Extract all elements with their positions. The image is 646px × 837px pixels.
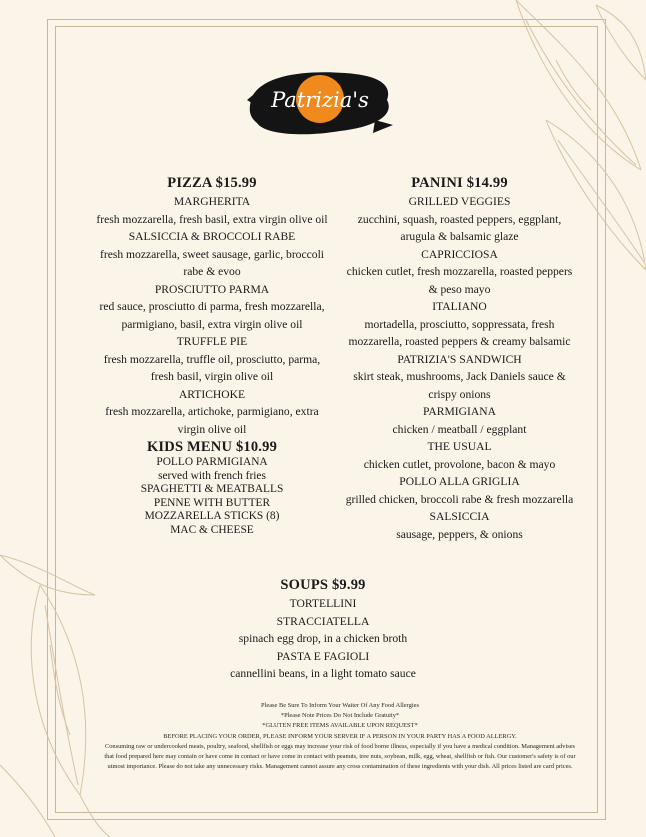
pizza-item-desc: fresh mozzarella, artichoke, parmigiano, extra virgin olive oil <box>105 405 319 436</box>
pizza-item-name: ARTICHOKE <box>178 387 246 401</box>
panini-item-name: CAPRICCIOSA <box>421 247 498 261</box>
pizza-item-name: TRUFFLE PIE <box>176 335 248 348</box>
panini-item-name: THE USUAL <box>427 440 492 453</box>
leaf-decoration-bottom-left <box>0 535 120 837</box>
panini-item-desc: zucchini, squash, roasted peppers, eggplant, arugula & balsamic glaze <box>357 212 562 243</box>
soup-item-name: STRACCIATELLA <box>276 614 370 628</box>
footer-disclaimer: Consuming raw or undercooked meats, poultry, seafood, shellfish or eggs may increase your risk of food borne illness, especially if you have a medical condition. Management advises that food prepared here may contain or have come in contact or have come in contact with peanuts, tree nuts, soybean, milk, egg, wheat, shellfish or fish. Our customer's safety is of our utmost importance. Please do not take any unnecessary risks. Management cannot assure any cross contamination of these ingredients with your dish. All prices listed are card prices. <box>104 742 576 771</box>
kids-menu-item: PENNE WITH BUTTER <box>153 496 271 509</box>
pizza-item-desc: red sauce, prosciutto di parma, fresh mozzarella, parmigiano, basil, extra virgin olive oil <box>99 300 325 331</box>
soup-item-name: TORTELLINI <box>289 597 357 610</box>
left-column <box>92 173 332 537</box>
panini-item-name: GRILLED VEGGIES <box>408 195 511 208</box>
soups-section <box>213 575 433 683</box>
panini-item-desc: chicken cutlet, provolone, bacon & mayo <box>363 457 556 471</box>
panini-item-name: ITALIANO <box>432 300 487 313</box>
panini-item-desc: sausage, peppers, & onions <box>396 527 523 541</box>
kids-menu-section <box>92 438 332 537</box>
pizza-item-desc: fresh mozzarella, truffle oil, prosciutto, parma, fresh basil, virgin olive oil <box>103 352 321 383</box>
soup-item-desc: spinach egg drop, in a chicken broth <box>238 632 408 645</box>
panini-item-name: SALSICCIA <box>429 510 490 523</box>
pizza-item-desc: fresh mozzarella, sweet sausage, garlic, broccoli rabe & evoo <box>99 247 325 278</box>
pizza-item-desc: fresh mozzarella, fresh basil, extra virgin olive oil <box>96 212 328 226</box>
panini-item-desc: grilled chicken, broccoli rabe & fresh mozzarella <box>345 492 574 506</box>
kids-menu-title: KIDS MENU $10.99 <box>146 439 278 455</box>
panini-item-desc: mortadella, prosciutto, soppressata, fresh mozzarella, roasted peppers & creamy balsamic <box>348 317 571 348</box>
pizza-title: PIZZA $15.99 <box>167 175 257 191</box>
pizza-section <box>92 173 332 438</box>
footer-allergy-note: Please Be Sure To Inform Your Waiter Of Any Food Allergies <box>261 702 419 709</box>
kids-menu-item: MOZZARELLA STICKS (8) <box>144 510 280 522</box>
panini-title: PANINI $14.99 <box>411 175 508 191</box>
panini-item-name: PATRIZIA'S SANDWICH <box>397 352 522 366</box>
soup-item-desc: cannellini beans, in a light tomato sauce <box>230 667 416 680</box>
panini-item-name: PARMIGIANA <box>422 405 496 418</box>
panini-item-name: POLLO ALLA GRIGLIA <box>399 475 520 488</box>
kids-menu-item: MAC & CHEESE <box>170 523 254 536</box>
footer-allergy-warning: BEFORE PLACING YOUR ORDER, PLEASE INFORM YOUR SERVER IF A PERSON IN YOUR PARTY HAS A FOOD ALLERGY. <box>163 732 517 740</box>
panini-section <box>342 173 577 543</box>
soup-item-name: PASTA E FAGIOLI <box>276 649 370 663</box>
pizza-item-name: SALSICCIA & BROCCOLI RABE <box>128 230 296 243</box>
footer-gluten-free-note: *GLUTEN FREE ITEMS AVAILABLE UPON REQUEST* <box>262 722 418 730</box>
panini-item-desc: chicken / meatball / eggplant <box>392 422 527 436</box>
kids-menu-note: served with french fries <box>158 469 266 482</box>
svg-text:Patrizia's: Patrizia's <box>271 88 369 112</box>
pizza-item-name: MARGHERITA <box>173 195 251 208</box>
patrizias-logo <box>245 55 395 145</box>
soups-title: SOUPS $9.99 <box>280 577 366 593</box>
panini-item-desc: chicken cutlet, fresh mozzarella, roasted peppers & peso mayo <box>346 265 573 296</box>
footer-gratuity-note: *Please Note Prices Do Not Include Gratuity* <box>280 712 400 720</box>
panini-item-desc: skirt steak, mushrooms, Jack Daniels sauce & crispy onions <box>353 370 566 401</box>
kids-menu-item: SPAGHETTI & MEATBALLS <box>140 483 284 495</box>
allergy-footer <box>100 701 580 772</box>
pizza-item-name: PROSCIUTTO PARMA <box>154 282 270 296</box>
kids-menu-item: POLLO PARMIGIANA <box>156 456 268 468</box>
